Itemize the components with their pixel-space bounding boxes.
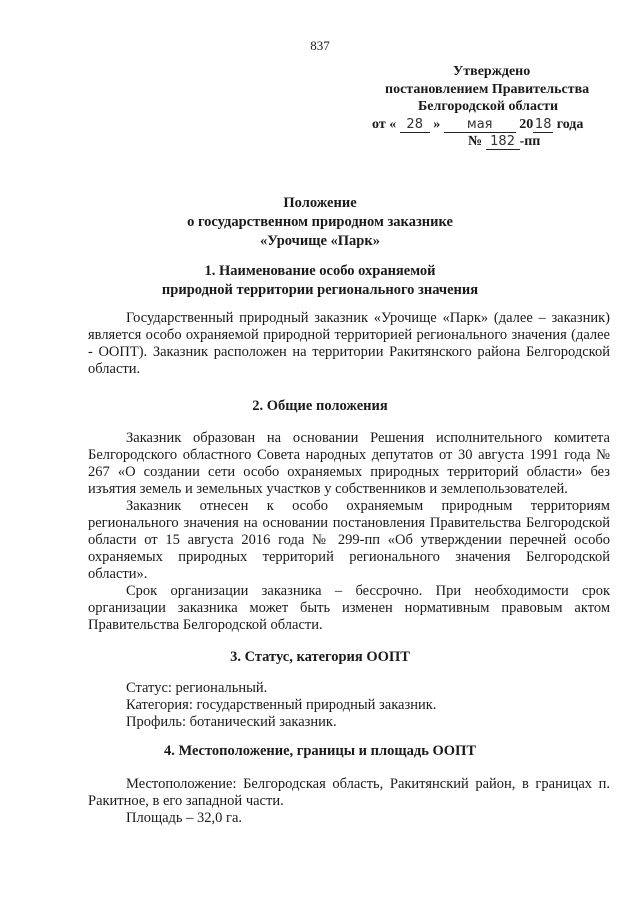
date-prefix: от « — [372, 116, 397, 132]
title-line-1: Положение — [283, 195, 357, 211]
category-line: Категория: государственный природный заказник. — [126, 697, 437, 713]
approval-date — [360, 116, 610, 134]
section-1-text — [88, 310, 610, 378]
number-value: 182 — [486, 135, 520, 150]
date-mid: » — [433, 116, 441, 132]
section-2-heading: 2. Общие положения — [252, 398, 388, 414]
page-number: 837 — [310, 38, 330, 53]
date-year-suffix: 18 — [534, 116, 552, 132]
section-3-text — [126, 680, 610, 731]
profile-line: Профиль: ботанический заказник. — [126, 714, 337, 730]
section-1-heading-line-1: 1. Наименование особо охраняемой — [204, 263, 436, 279]
document-title — [0, 194, 640, 251]
approval-line-1: Утверждено — [453, 64, 531, 79]
section-3-heading: 3. Статус, категория ООПТ — [230, 649, 410, 665]
location-paragraph: Местоположение: Белгородская область, Ракитянский район, в границах п. Ракитное, в его западной части. — [88, 776, 610, 809]
approval-line-2: постановлением Правительства — [385, 81, 590, 97]
date-year-prefix: 20 — [519, 116, 534, 132]
section-1-heading-line-2: природной территории регионального значения — [161, 282, 479, 298]
date-year-word: года — [556, 116, 584, 132]
approval-number — [360, 133, 610, 151]
area-line: Площадь – 32,0 га. — [126, 810, 243, 826]
section-4-heading: 4. Местоположение, границы и площадь ООПТ — [163, 743, 477, 759]
title-line-3: «Урочище «Парк» — [260, 233, 380, 249]
number-prefix: № — [468, 134, 483, 149]
approval-block — [360, 63, 610, 151]
section-2-paragraph-2: Заказник отнесен к особо охраняемым природным территориям регионального значения на основании постановления Правительства Белгородской области от 15 августа 2016 года № 299-пп «Об утверждении перечней особо охраняемых природных территорий регионального значения Белгородской области». — [88, 498, 610, 582]
date-month: мая — [444, 118, 516, 133]
number-suffix: -пп — [519, 134, 541, 149]
section-2-paragraph-3: Срок организации заказника – бессрочно. При необходимости срок организации заказника может быть изменен нормативным правовым актом Правительства Белгородской области. — [88, 583, 610, 633]
section-1-paragraph: Государственный природный заказник «Урочище «Парк» (далее – заказник) является особо охраняемой природной территорией регионального значения (далее - ООПТ). Заказник расположен на территории Ракитянского района Белгородской области. — [88, 310, 610, 377]
title-line-2: о государственном природном заказнике — [187, 214, 453, 230]
section-2-paragraph-1: Заказник образован на основании Решения исполнительного комитета Белгородского областного Совета народных депутатов от 30 августа 1991 года № 267 «О создании сети особо охраняемых природных территорий области» без изъятия земель и земельных участков у собственников и землепользователей. — [88, 430, 610, 497]
section-2-text — [88, 430, 610, 634]
status-line: Статус: региональный. — [126, 680, 268, 696]
date-day: 28 — [400, 118, 430, 133]
approval-line-3: Белгородской области — [418, 99, 559, 114]
section-1-heading — [0, 262, 640, 300]
section-4-text — [88, 776, 610, 827]
